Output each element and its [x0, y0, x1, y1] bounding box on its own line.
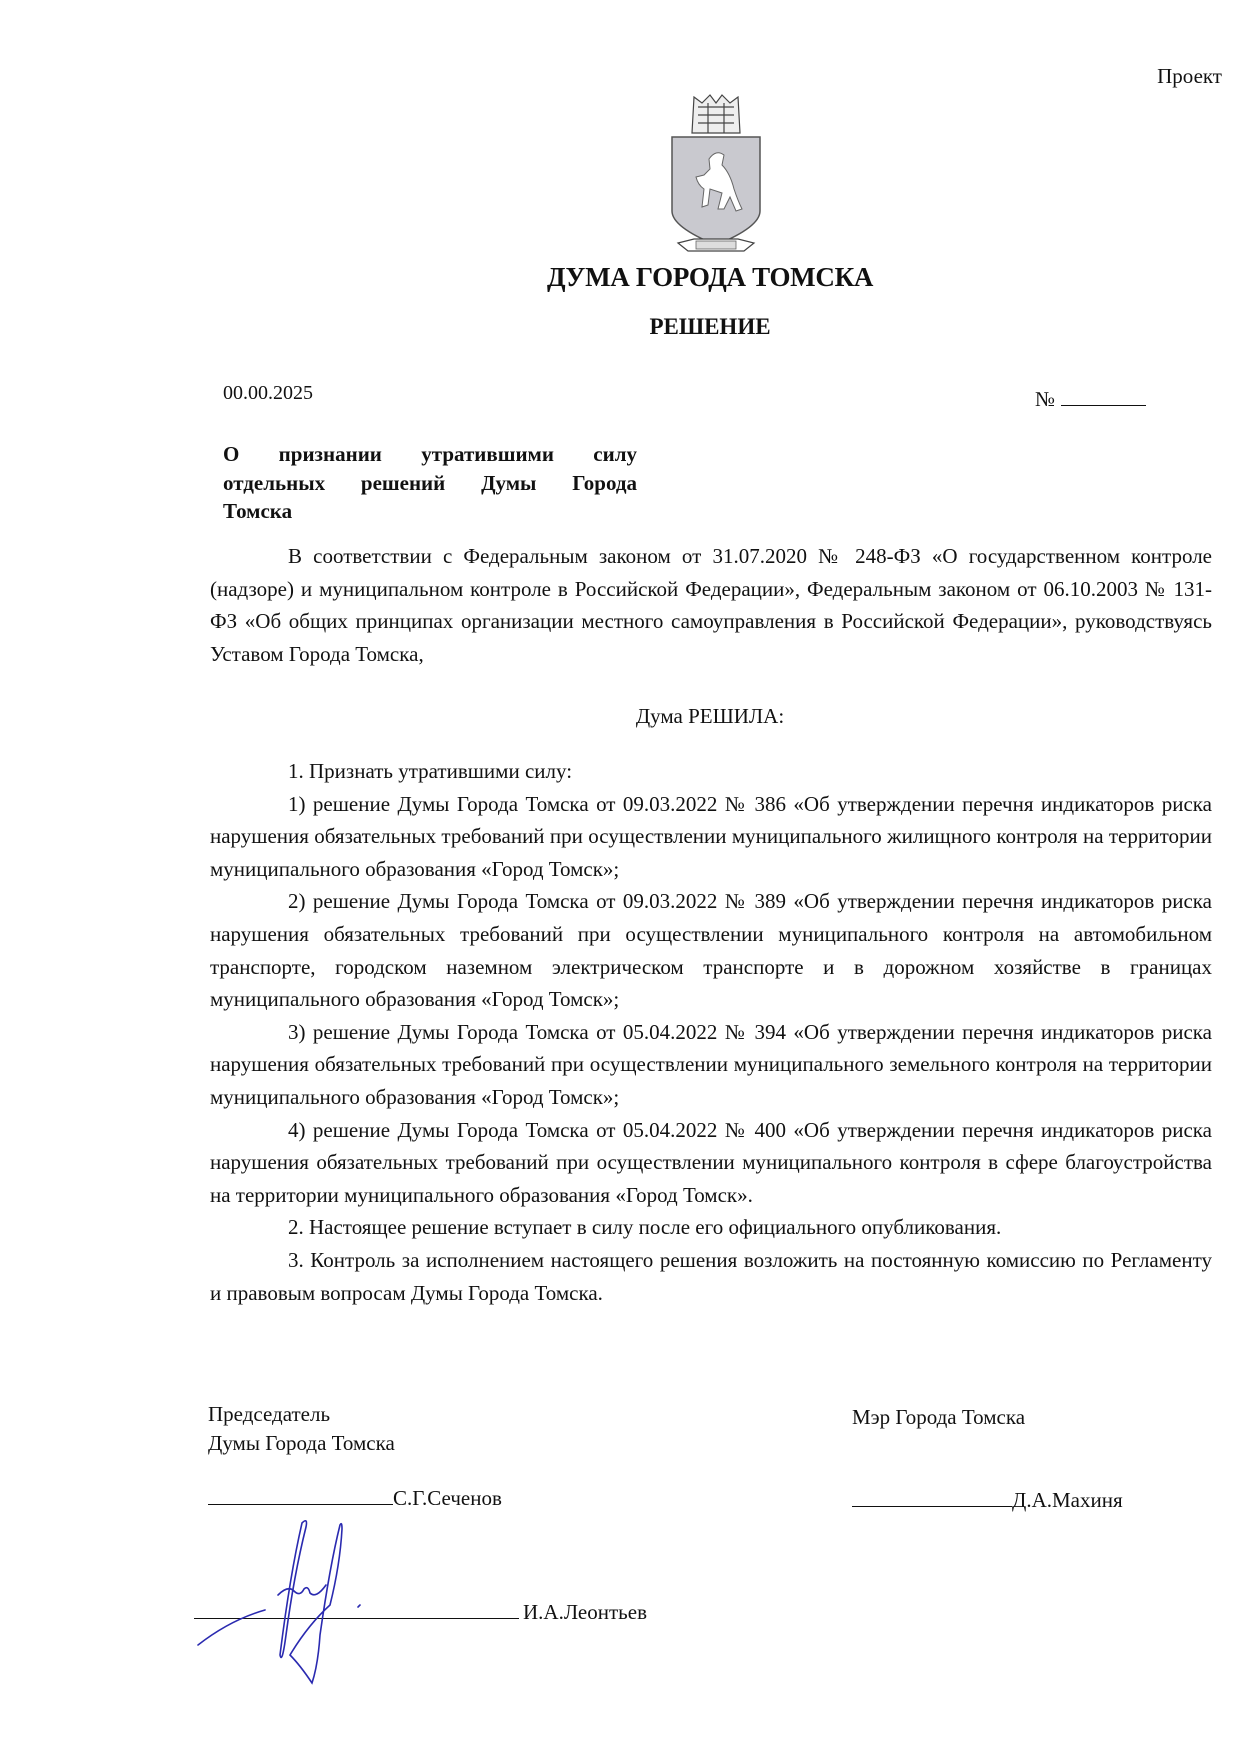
chair-title — [208, 1400, 395, 1458]
draft-label: Проект — [1157, 64, 1222, 88]
handwritten-signature — [190, 1515, 420, 1685]
preamble-text: В соответствии с Федеральным законом от 31.07.2020 № 248-ФЗ «О государственном контроле (надзоре) и муниципальном контроле в Российской Федерации», Федеральным законом от 06.10.2003 № 131-ФЗ «Об общих принципах организации местного самоуправления в Российской Федерации», руководствуясь Уставом Города Томска, — [210, 544, 1212, 666]
document-date: 00.00.2025 — [223, 382, 313, 404]
signature-blank — [852, 1486, 1012, 1507]
chair-name: С.Г.Сеченов — [393, 1486, 502, 1510]
mayor-name: Д.А.Махиня — [1012, 1488, 1123, 1512]
mayor-title: Мэр Города Томска — [852, 1405, 1026, 1429]
decision-item: 2) решение Думы Города Томска от 09.03.2022 № 389 «Об утверждении перечня индикаторов риска нарушения обязательных требований при осуществлении муниципального контроля на автомобильном транспорте, городском наземном электрическом транспорте и в дорожном хозяйстве в границах муниципального образования «Город Томск»; — [210, 889, 1212, 1012]
decision-item: 1) решение Думы Города Томска от 09.03.2022 № 386 «Об утверждении перечня индикаторов риска нарушения обязательных требований при осуществлении муниципального жилищного контроля на территории муниципального образования «Город Томск»; — [210, 791, 1212, 881]
signature-blank — [208, 1484, 393, 1505]
decision-item: 3. Контроль за исполнением настоящего решения возложить на постоянную комиссию по Регламенту и правовым вопросам Думы Города Томска. — [210, 1247, 1212, 1305]
preamble — [210, 540, 1212, 670]
subject-line: О признании утратившими силу — [223, 442, 637, 466]
document-subject — [223, 440, 637, 526]
tomsk-coat-of-arms-icon — [664, 93, 768, 259]
decided-heading: Дума РЕШИЛА: — [635, 704, 785, 728]
decision-item: 2. Настоящее решение вступает в силу после его официального опубликования. — [288, 1215, 1002, 1240]
mayor-signature-line — [852, 1486, 1123, 1515]
subject-line: Томска — [223, 499, 293, 523]
decision-item: 1. Признать утратившими силу: — [288, 759, 573, 783]
signer-name: И.А.Леонтьев — [523, 1600, 647, 1624]
document-type-heading: РЕШЕНИЕ — [649, 314, 771, 339]
decision-item: 4) решение Думы Города Томска от 05.04.2022 № 400 «Об утверждении перечня индикаторов риска нарушения обязательных требований при осуществлении муниципального контроля в сфере благоустройства на территории муниципального образования «Город Томск». — [210, 1117, 1212, 1207]
organization-title: ДУМА ГОРОДА ТОМСКА — [546, 262, 874, 292]
number-label: № — [1035, 387, 1056, 411]
document-number — [1035, 387, 1146, 412]
chair-signature-line — [208, 1484, 502, 1513]
decision-item: 3) решение Думы Города Томска от 05.04.2022 № 394 «Об утверждении перечня индикаторов риска нарушения обязательных требований при осуществлении муниципального земельного контроля на территории муниципального образования «Город Томск»; — [210, 1019, 1212, 1109]
number-blank-line — [1061, 387, 1146, 406]
subject-line: отдельных решений Думы Города — [223, 470, 637, 495]
chair-title-line: Думы Города Томска — [208, 1431, 395, 1455]
decision-items — [210, 755, 1212, 1309]
chair-title-line: Председатель — [208, 1402, 331, 1426]
